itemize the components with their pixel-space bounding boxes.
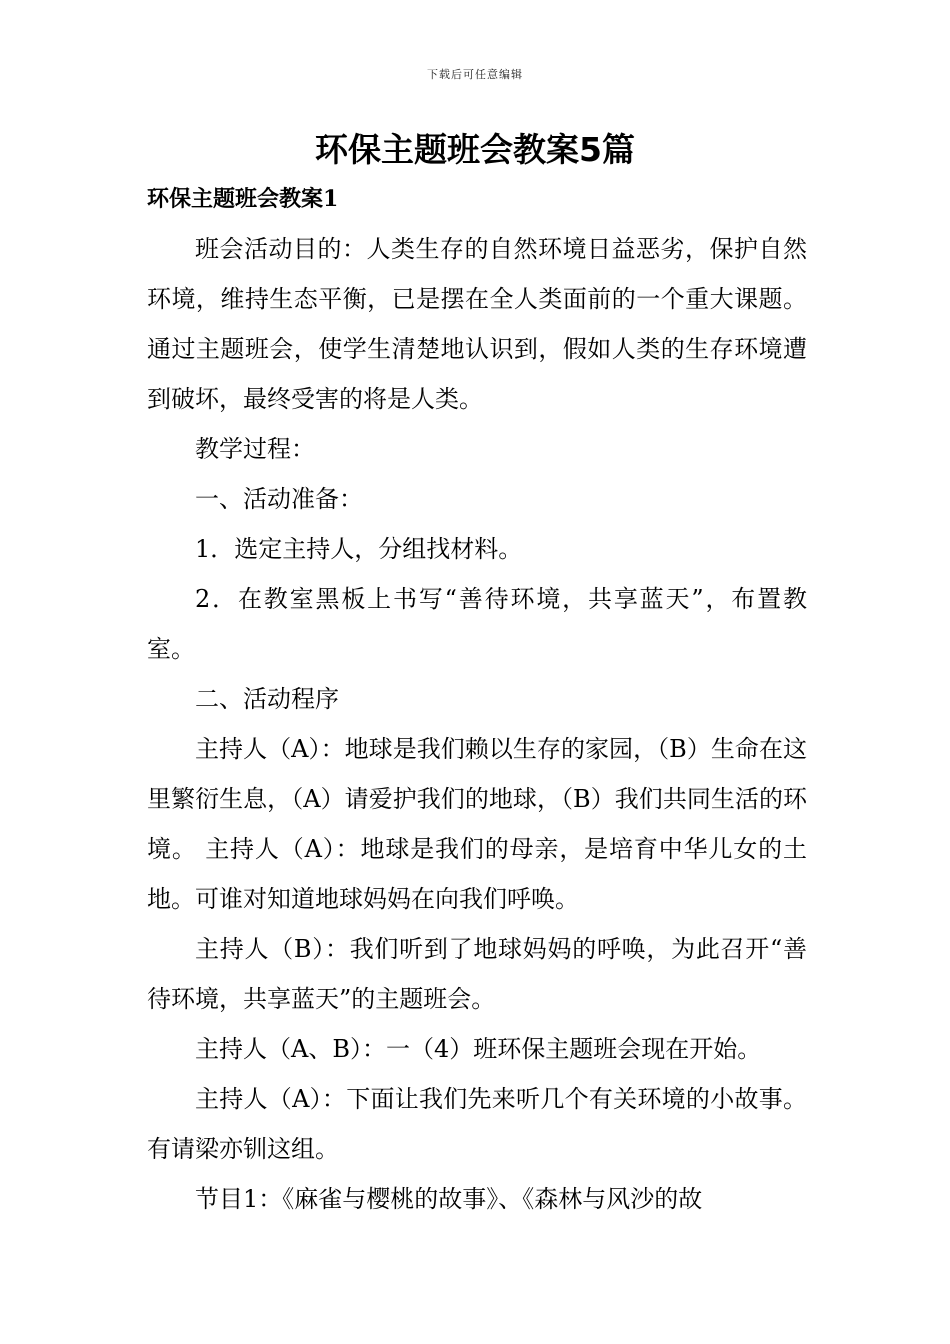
document-title: 环保主题班会教案5篇	[315, 130, 635, 169]
paragraph-preparation: 一、活动准备：	[195, 485, 363, 513]
paragraph-process: 教学过程：	[195, 435, 315, 463]
header-note: 下载后可任意编辑	[427, 68, 523, 81]
paragraph-host-b: 主持人（B）：我们听到了地球妈妈的呼唤，为此召开“善待环境，共享蓝天”的主题班会。	[147, 935, 807, 1013]
section-heading: 环保主题班会教案1	[147, 186, 339, 212]
document-body	[147, 224, 807, 1224]
paragraph-host-ab: 主持人（A、B）：一（4）班环保主题班会现在开始。	[195, 1035, 762, 1063]
paragraph-program-1: 节目1：《麻雀与樱桃的故事》、《森林与风沙的故	[195, 1185, 703, 1213]
paragraph-procedure: 二、活动程序	[195, 685, 339, 713]
paragraph-purpose: 班会活动目的：人类生存的自然环境日益恶劣，保护自然环境，维持生态平衡，已是摆在全人类面前的一个重大课题。通过主题班会，使学生清楚地认识到，假如人类的生存环境遭到破坏，最终受害的将是人类。	[147, 235, 807, 413]
paragraph-host-intro: 主持人（A）：地球是我们赖以生存的家园，（B）生命在这里繁衍生息，（A）请爱护我们的地球，（B）我们共同生活的环境。 主持人（A）：地球是我们的母亲，是培育中华儿女的土地。可谁对知道地球妈妈在向我们呼唤。	[147, 735, 807, 913]
paragraph-host-a-story: 主持人（A）：下面让我们先来听几个有关环境的小故事。有请梁亦钏这组。	[147, 1085, 807, 1163]
paragraph-prep-item-2: 2．在教室黑板上书写“善待环境，共享蓝天”，布置教室。	[147, 585, 807, 663]
paragraph-prep-item-1: 1．选定主持人，分组找材料。	[195, 535, 523, 563]
